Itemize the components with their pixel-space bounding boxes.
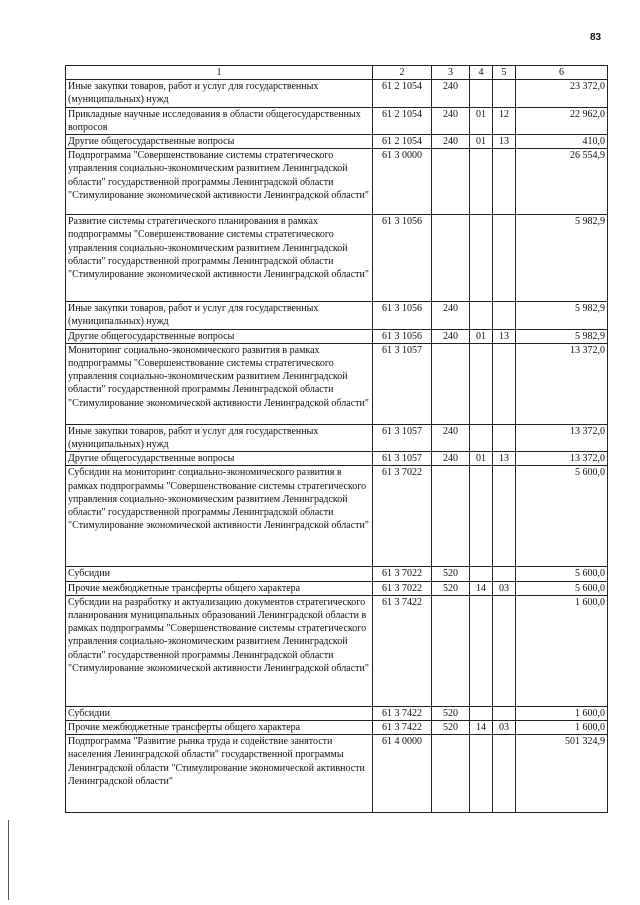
table-row	[66, 135, 608, 149]
row-subsection	[493, 735, 516, 813]
table-row	[66, 706, 608, 720]
row-name: Подпрограмма "Развитие рынка труда и содействие занятости населения Ленинградской области" государственной программы Ленинградской области "Стимулирование экономической активности Ленинградской области"	[66, 735, 373, 813]
row-section: 01	[470, 135, 493, 149]
row-type	[432, 466, 470, 567]
header-section: 4	[470, 66, 493, 80]
row-section	[470, 149, 493, 215]
row-type: 240	[432, 302, 470, 329]
row-subsection	[493, 424, 516, 451]
row-code: 61 3 7422	[373, 595, 432, 706]
row-section	[470, 466, 493, 567]
budget-table	[65, 65, 608, 813]
row-code: 61 3 7422	[373, 706, 432, 720]
header-sum: 6	[516, 66, 608, 80]
row-type: 520	[432, 706, 470, 720]
row-section	[470, 80, 493, 107]
row-sum: 13 372,0	[516, 424, 608, 451]
row-sum: 26 554,9	[516, 149, 608, 215]
row-sum: 22 962,0	[516, 107, 608, 134]
row-code: 61 3 7022	[373, 581, 432, 595]
row-name: Субсидии	[66, 567, 373, 581]
row-type	[432, 735, 470, 813]
row-sum: 1 600,0	[516, 706, 608, 720]
row-type: 240	[432, 135, 470, 149]
row-code: 61 3 1057	[373, 343, 432, 424]
row-sum: 23 372,0	[516, 80, 608, 107]
row-subsection	[493, 595, 516, 706]
row-subsection: 12	[493, 107, 516, 134]
row-type: 520	[432, 581, 470, 595]
table-row	[66, 302, 608, 329]
row-type: 240	[432, 452, 470, 466]
row-name: Прочие межбюджетные трансферты общего характера	[66, 721, 373, 735]
row-name: Прикладные научные исследования в области общегосударственных вопросов	[66, 107, 373, 134]
row-name: Субсидии на мониторинг социально-экономического развития в рамках подпрограммы "Совершенствование системы стратегического управления социально-экономическим развитием Ленинградской области" государственной программы Ленинградской области "Стимулирование экономической активности Ленинградской области"	[66, 466, 373, 567]
table-row	[66, 343, 608, 424]
row-sum: 5 600,0	[516, 466, 608, 567]
row-section	[470, 567, 493, 581]
row-section	[470, 343, 493, 424]
header-code: 2	[373, 66, 432, 80]
row-type: 520	[432, 567, 470, 581]
row-section	[470, 706, 493, 720]
row-section	[470, 302, 493, 329]
row-type: 240	[432, 107, 470, 134]
row-code: 61 3 0000	[373, 149, 432, 215]
row-code: 61 3 1056	[373, 215, 432, 302]
row-code: 61 3 7022	[373, 567, 432, 581]
table-row	[66, 107, 608, 134]
row-name: Субсидии	[66, 706, 373, 720]
row-name: Субсидии на разработку и актуализацию документов стратегического планирования муниципальных образований Ленинградской области в рамках подпрограммы "Совершенствование системы стратегического управления социально-экономическим развитием Ленинградской области" государственной программы Ленинградской области "Стимулирование экономической активности Ленинградской области"	[66, 595, 373, 706]
row-sum: 5 600,0	[516, 567, 608, 581]
row-name: Иные закупки товаров, работ и услуг для государственных (муниципальных) нужд	[66, 302, 373, 329]
row-section	[470, 595, 493, 706]
table-header-row	[66, 66, 608, 80]
table-row	[66, 595, 608, 706]
row-type	[432, 343, 470, 424]
row-sum: 5 982,9	[516, 215, 608, 302]
table-row	[66, 149, 608, 215]
row-section	[470, 735, 493, 813]
row-subsection	[493, 80, 516, 107]
header-name: 1	[66, 66, 373, 80]
header-type: 3	[432, 66, 470, 80]
row-subsection: 03	[493, 581, 516, 595]
row-type	[432, 149, 470, 215]
table-row	[66, 452, 608, 466]
row-name: Другие общегосударственные вопросы	[66, 452, 373, 466]
row-section: 01	[470, 452, 493, 466]
row-sum: 5 600,0	[516, 581, 608, 595]
row-name: Развитие системы стратегического планирования в рамках подпрограммы "Совершенствование системы стратегического управления социально-экономическим развитием Ленинградской области" государственной программы Ленинградской области "Стимулирование экономической активности Ленинградской области"	[66, 215, 373, 302]
row-subsection	[493, 706, 516, 720]
row-sum: 13 372,0	[516, 343, 608, 424]
row-subsection	[493, 302, 516, 329]
row-type: 240	[432, 80, 470, 107]
row-code: 61 2 1054	[373, 135, 432, 149]
row-subsection	[493, 215, 516, 302]
row-sum: 5 982,9	[516, 329, 608, 343]
row-name: Другие общегосударственные вопросы	[66, 329, 373, 343]
row-subsection	[493, 466, 516, 567]
row-name: Другие общегосударственные вопросы	[66, 135, 373, 149]
row-sum: 13 372,0	[516, 452, 608, 466]
row-code: 61 4 0000	[373, 735, 432, 813]
row-name: Прочие межбюджетные трансферты общего характера	[66, 581, 373, 595]
table-row	[66, 215, 608, 302]
table-row	[66, 329, 608, 343]
row-subsection	[493, 567, 516, 581]
table-row	[66, 721, 608, 735]
table-row	[66, 466, 608, 567]
table-row	[66, 581, 608, 595]
row-name: Подпрограмма "Совершенствование системы стратегического управления социально-экономическим развитием Ленинградской области" государственной программы Ленинградской области "Стимулирование экономической активности Ленинградской области"	[66, 149, 373, 215]
row-subsection: 13	[493, 329, 516, 343]
row-type: 240	[432, 329, 470, 343]
row-sum: 5 982,9	[516, 302, 608, 329]
row-section	[470, 215, 493, 302]
row-code: 61 3 1057	[373, 424, 432, 451]
row-section: 01	[470, 329, 493, 343]
row-name: Мониторинг социально-экономического развития в рамках подпрограммы "Совершенствование системы стратегического управления социально-экономическим развитием Ленинградской области" государственной программы Ленинградской области "Стимулирование экономической активности Ленинградской области"	[66, 343, 373, 424]
row-subsection	[493, 343, 516, 424]
row-code: 61 3 1057	[373, 452, 432, 466]
row-code: 61 3 1056	[373, 302, 432, 329]
row-type: 240	[432, 424, 470, 451]
row-type: 520	[432, 721, 470, 735]
row-subsection: 03	[493, 721, 516, 735]
row-sum: 1 600,0	[516, 721, 608, 735]
row-subsection: 13	[493, 452, 516, 466]
header-subsection: 5	[493, 66, 516, 80]
table-row	[66, 735, 608, 813]
row-type	[432, 215, 470, 302]
row-name: Иные закупки товаров, работ и услуг для государственных (муниципальных) нужд	[66, 424, 373, 451]
page-number: 83	[590, 32, 602, 43]
row-code: 61 3 7422	[373, 721, 432, 735]
row-sum: 1 600,0	[516, 595, 608, 706]
row-subsection: 13	[493, 135, 516, 149]
row-code: 61 3 7022	[373, 466, 432, 567]
row-code: 61 3 1056	[373, 329, 432, 343]
row-type	[432, 595, 470, 706]
row-sum: 501 324,9	[516, 735, 608, 813]
row-subsection	[493, 149, 516, 215]
scan-edge-line	[8, 820, 9, 900]
row-section: 14	[470, 721, 493, 735]
row-section: 14	[470, 581, 493, 595]
row-sum: 410,0	[516, 135, 608, 149]
table-row	[66, 80, 608, 107]
row-code: 61 2 1054	[373, 107, 432, 134]
table-row	[66, 424, 608, 451]
row-code: 61 2 1054	[373, 80, 432, 107]
row-section: 01	[470, 107, 493, 134]
row-name: Иные закупки товаров, работ и услуг для государственных (муниципальных) нужд	[66, 80, 373, 107]
row-section	[470, 424, 493, 451]
table-row	[66, 567, 608, 581]
